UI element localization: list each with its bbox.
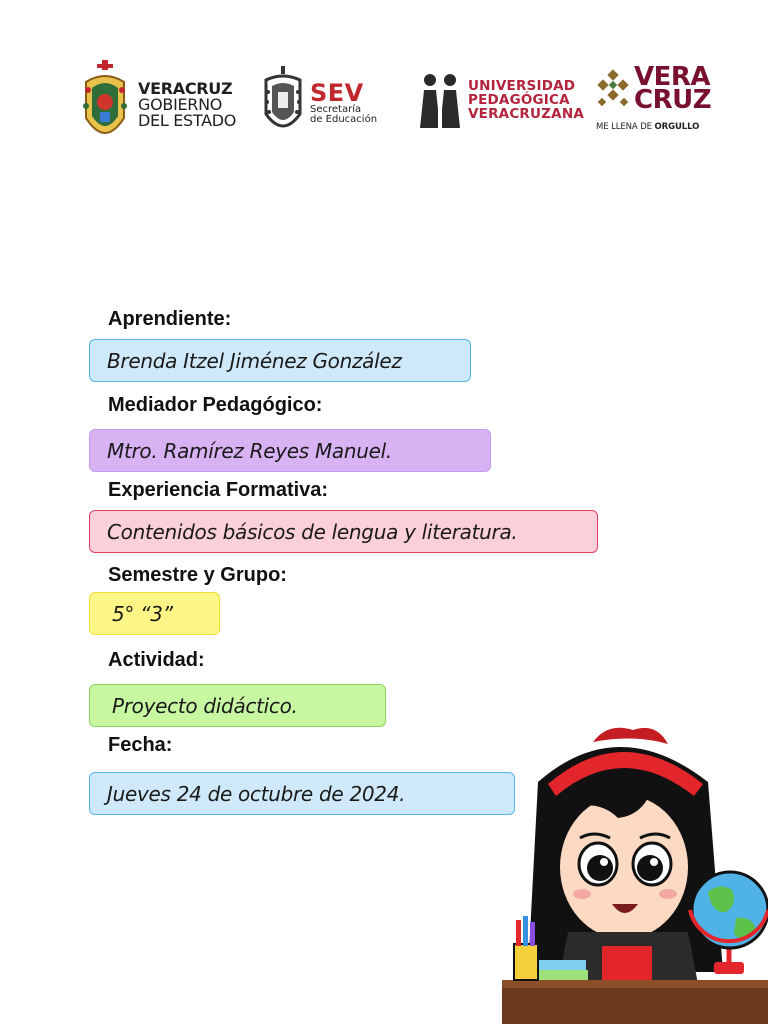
logo-veracruz-brand [596, 62, 712, 132]
field-semestre: 5° “3” [89, 592, 220, 635]
label-fecha: Fecha: [108, 734, 173, 756]
field-aprendiente: Brenda Itzel Jiménez González [89, 339, 471, 382]
logo-text-line: GOBIERNO [138, 94, 223, 114]
logo-veracruz-gobierno [80, 60, 236, 150]
label-aprendiente: Aprendiente: [108, 308, 232, 330]
pencil-cup-icon [514, 916, 538, 980]
field-fecha: Jueves 24 de octubre de 2024. [89, 772, 515, 815]
logo-tagline-prefix: ME LLENA DE [596, 121, 655, 132]
logo-sev [262, 66, 377, 140]
label-mediador: Mediador Pedagógico: [108, 394, 323, 416]
field-mediador: Mtro. Ramírez Reyes Manuel. [89, 429, 491, 472]
logo-text-line: PEDAGÓGICA [468, 92, 570, 109]
logo-text-line: SEV [310, 78, 364, 107]
label-semestre: Semestre y Grupo: [108, 564, 287, 586]
logo-text-line: VERACRUZANA [468, 105, 584, 122]
veracruz-shield-icon [80, 60, 130, 150]
logo-text-line: de Educación [310, 114, 378, 126]
logo-text-line: VERACRUZ [138, 78, 233, 98]
logo-tagline [596, 123, 699, 132]
field-experiencia: Contenidos básicos de lengua y literatura. [89, 510, 598, 553]
logo-text-line: VERA [634, 62, 711, 92]
student-girl-illustration [498, 722, 768, 1024]
label-actividad: Actividad: [108, 649, 205, 671]
sev-shield-icon [262, 66, 304, 140]
logo-text-line: Secretaría [310, 104, 362, 116]
logo-text-line: DEL ESTADO [138, 111, 237, 131]
label-experiencia: Experiencia Formativa: [108, 479, 329, 501]
upv-figures-icon [418, 72, 462, 130]
header-logos [0, 58, 768, 158]
veracruz-flower-icon [596, 69, 630, 109]
logo-tagline-bold: ORGULLO [654, 121, 700, 132]
logo-upv [418, 72, 584, 130]
field-actividad: Proyecto didáctico. [89, 684, 386, 727]
logo-text-line: CRUZ [634, 85, 712, 116]
logo-text-line: UNIVERSIDAD [468, 78, 576, 95]
